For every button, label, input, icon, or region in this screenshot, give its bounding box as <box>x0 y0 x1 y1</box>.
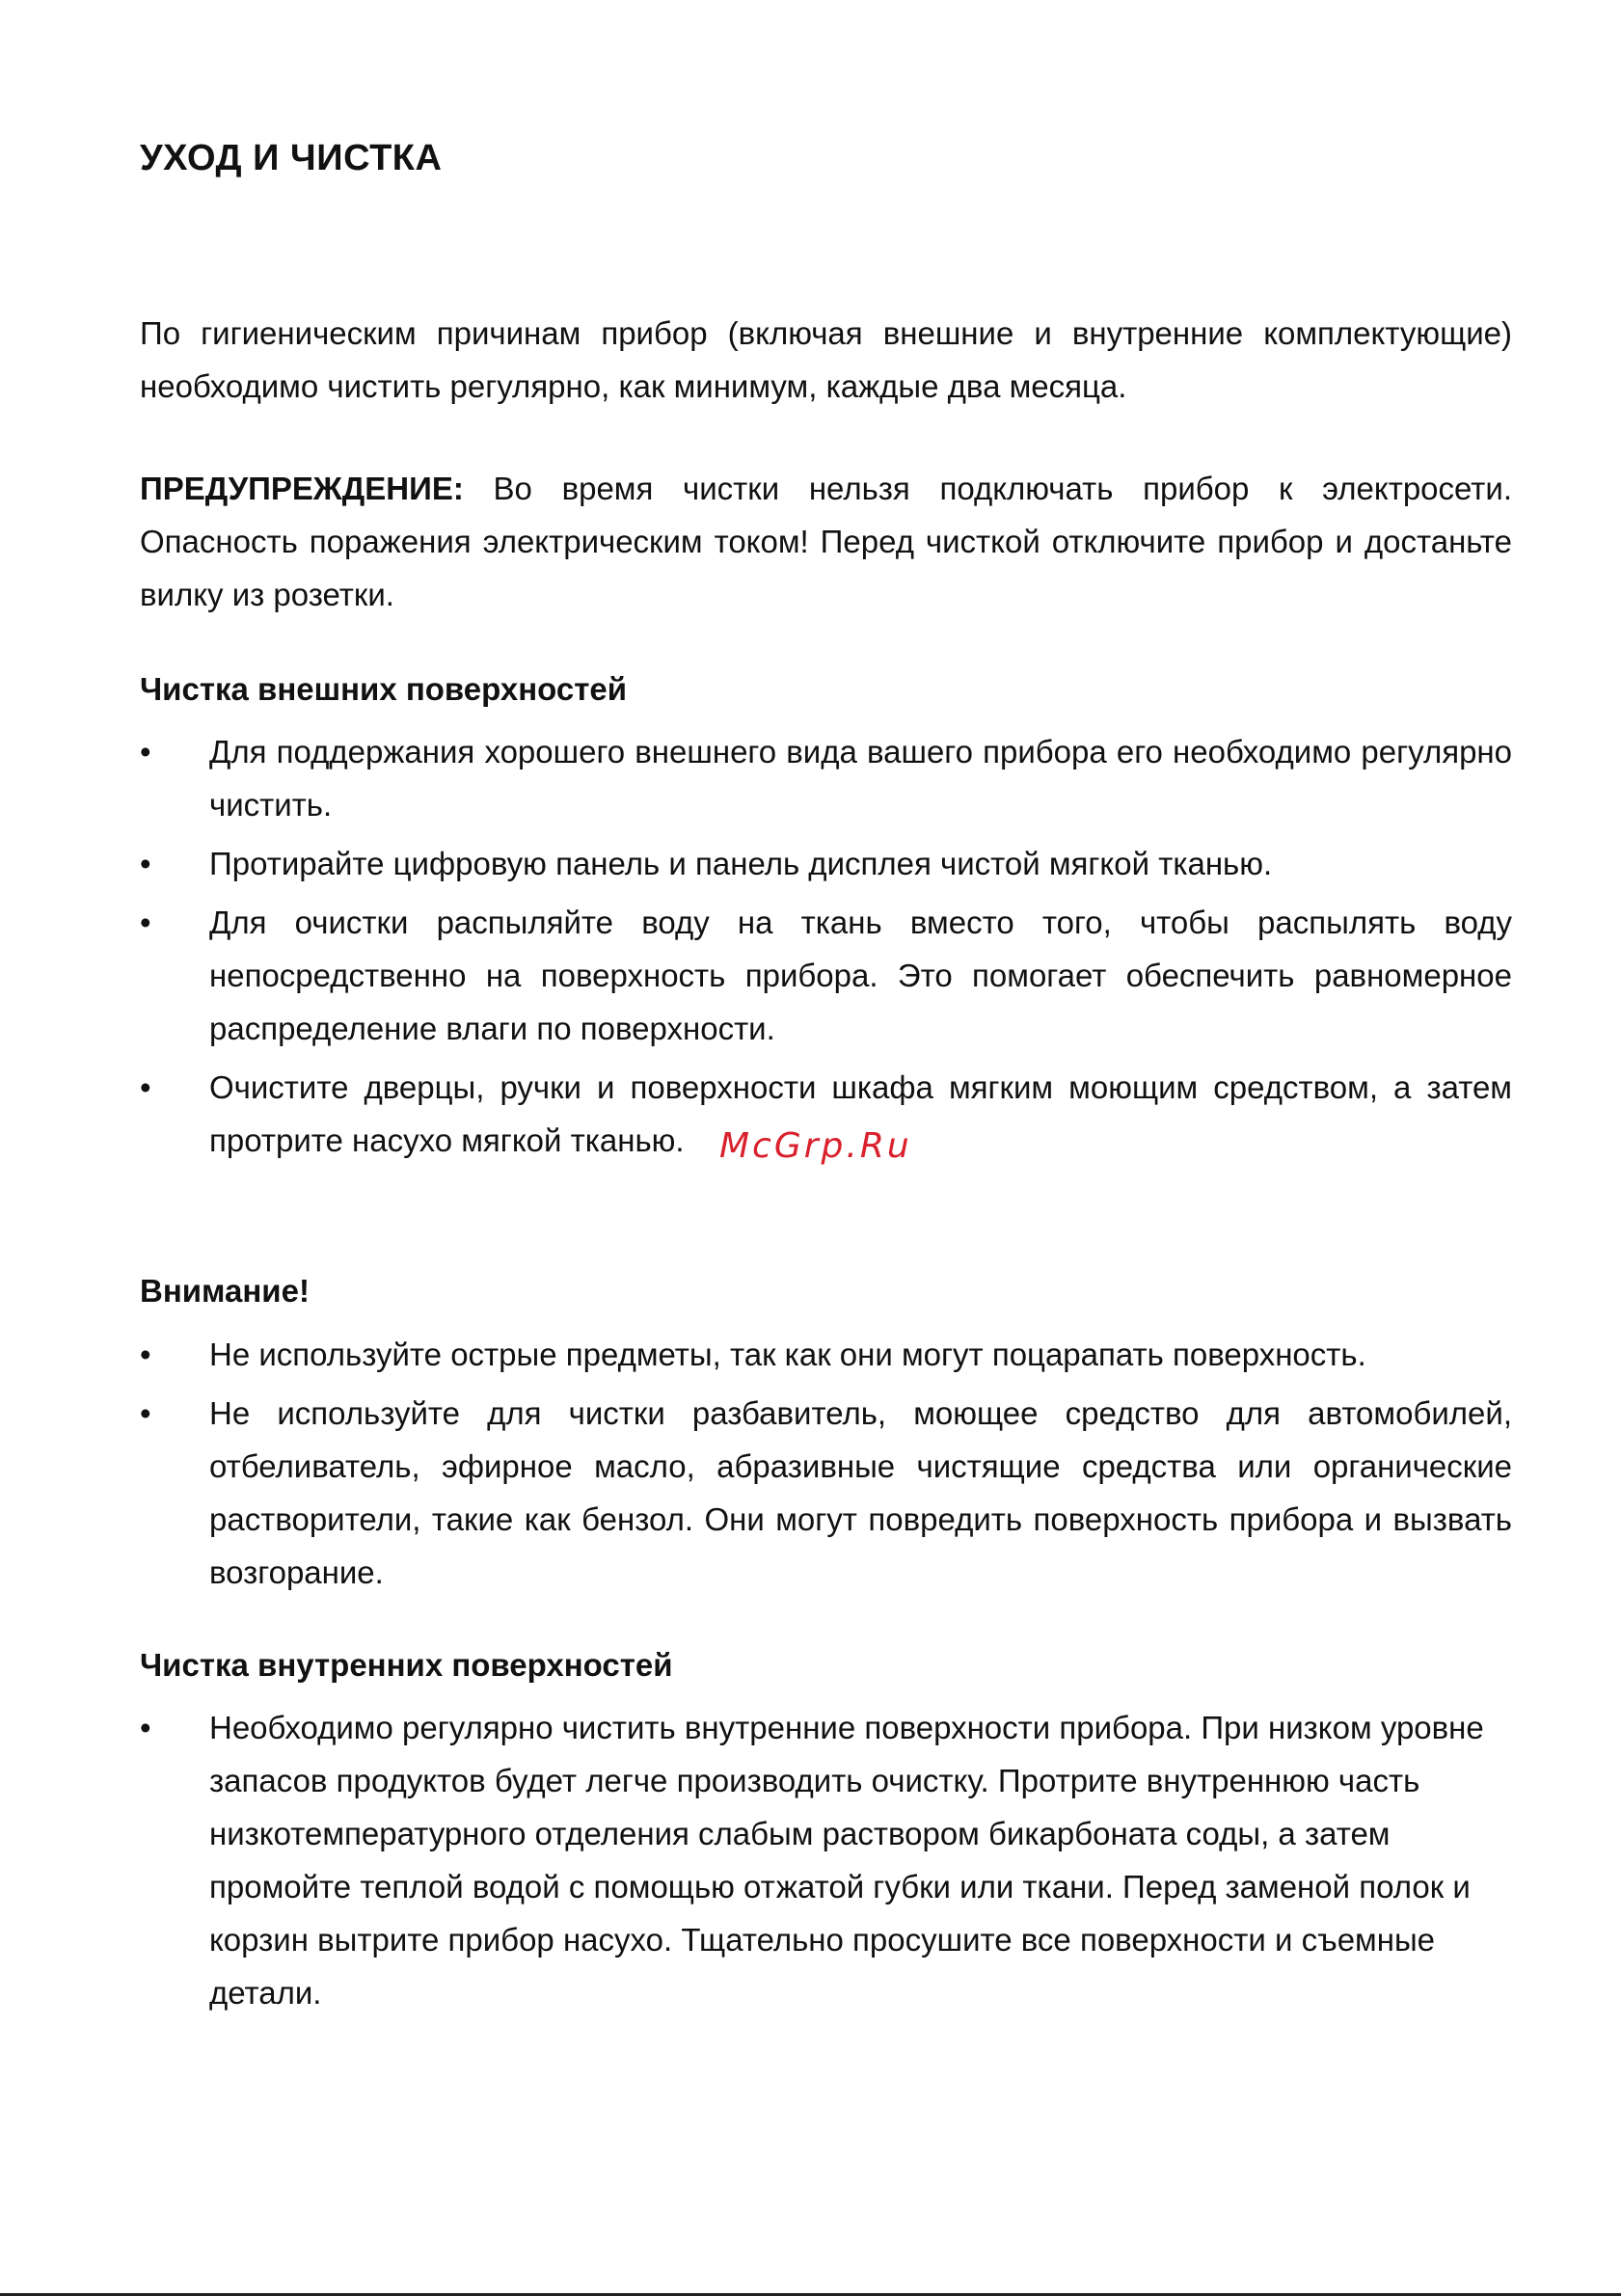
list-item: • Для поддержания хорошего внешнего вида вашего прибора его необходимо регулярно чистить. <box>140 725 1512 831</box>
bullet-icon: • <box>140 734 151 770</box>
list-item: • Не используйте острые предметы, так как они могут поцарапать поверхность. <box>140 1328 1512 1381</box>
list-item: • Очистите дверцы, ручки и поверхности шкафа мягким моющим средством, а затем протрите насухо мягкой тканью. <box>140 1061 1512 1167</box>
interior-cleaning-list <box>140 1701 1512 2025</box>
warning-paragraph <box>140 462 1512 621</box>
exterior-cleaning-list <box>140 725 1512 1173</box>
bullet-icon: • <box>140 1337 151 1372</box>
intro-paragraph: По гигиеническим причинам прибор (включая внешние и внутренние комплектующие) необходимо чистить регулярно, как минимум, каждые два месяца. <box>140 315 1512 404</box>
section-heading-interior: Чистка внутренних поверхностей <box>140 1647 673 1683</box>
section-heading-attention: Внимание! <box>140 1273 310 1309</box>
list-item: • Протирайте цифровую панель и панель дисплея чистой мягкой тканью. <box>140 837 1512 890</box>
bullet-icon: • <box>140 1069 151 1105</box>
bullet-icon: • <box>140 905 151 940</box>
watermark: McGrp.Ru <box>719 1126 912 1166</box>
bullet-icon: • <box>140 846 151 881</box>
bullet-icon: • <box>140 1710 151 1745</box>
page-title: УХОД И ЧИСТКА <box>140 138 443 178</box>
bullet-icon: • <box>140 1395 151 1431</box>
list-item: • Для очистки распыляйте воду на ткань вместо того, чтобы распылять воду непосредственно на поверхность прибора. Это помогает обеспечить равномерное распределение влаги по поверхности. <box>140 896 1512 1055</box>
warning-label: ПРЕДУПРЕЖДЕНИЕ: <box>140 471 464 506</box>
list-item: • Необходимо регулярно чистить внутренние поверхности прибора. При низком уровне запасов продуктов будет легче производить очистку. Протрите внутреннюю часть низкотемпературного отделения слабым раствором бикарбоната соды, а затем промойте теплой водой с помощью отжатой губки или ткани. Перед заменой полок и корзин вытрите прибор насухо. Тщательно просушите все поверхности и съемные детали. <box>140 1701 1512 2019</box>
warning-text: Во время чистки нельзя подключать прибор к электросети. Опасность поражения электрическим током! Перед чисткой отключите прибор и достаньте вилку из розетки. <box>140 471 1512 612</box>
section-heading-exterior: Чистка внешних поверхностей <box>140 671 628 707</box>
list-item: • Не используйте для чистки разбавитель, моющее средство для автомобилей, отбеливатель, эфирное масло, абразивные чистящие средства или органические растворители, такие как бензол. Они могут повредить поверхность прибора и вызвать возгорание. <box>140 1387 1512 1599</box>
attention-list <box>140 1328 1512 1605</box>
